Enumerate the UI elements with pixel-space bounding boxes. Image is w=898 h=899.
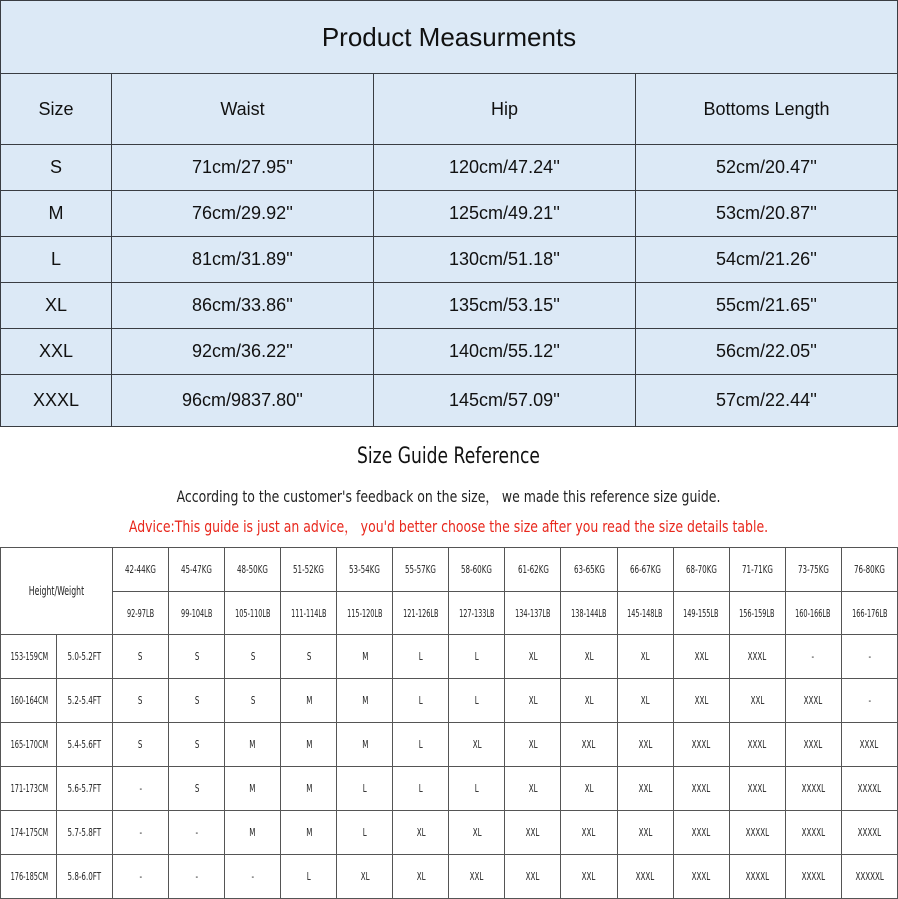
table-row <box>1 283 898 329</box>
size-recommendation-cell: M <box>281 767 337 811</box>
weight-kg-header: 61-62KG <box>505 548 561 592</box>
size-recommendation-cell: XL <box>561 635 617 679</box>
size-recommendation-cell: XL <box>505 767 561 811</box>
hip-cell: 135cm/53.15'' <box>374 283 636 329</box>
table-row <box>1 145 898 191</box>
table-row <box>1 375 898 427</box>
size-recommendation-cell: S <box>281 635 337 679</box>
header-bottoms-length: Bottoms Length <box>636 74 898 145</box>
size-recommendation-cell: - <box>113 767 169 811</box>
height-ft-cell: 5.7-5.8FT <box>57 811 113 855</box>
measurements-title: Product Measurments <box>1 1 898 74</box>
length-cell: 55cm/21.65'' <box>636 283 898 329</box>
size-recommendation-cell: XXL <box>617 767 673 811</box>
size-recommendation-cell: XXL <box>561 855 617 899</box>
height-cm-cell: 160-164CM <box>1 679 57 723</box>
table-row <box>1 767 898 811</box>
size-recommendation-cell: XL <box>617 679 673 723</box>
size-recommendation-cell: M <box>337 679 393 723</box>
size-recommendation-cell: - <box>113 855 169 899</box>
size-recommendation-cell: XL <box>337 855 393 899</box>
size-recommendation-cell: L <box>449 679 505 723</box>
header-waist: Waist <box>112 74 374 145</box>
size-recommendation-cell: XXXXL <box>729 811 785 855</box>
weight-kg-header: 63-65KG <box>561 548 617 592</box>
weight-kg-header: 53-54KG <box>337 548 393 592</box>
size-recommendation-cell: M <box>225 767 281 811</box>
size-recommendation-cell: XXXXL <box>841 767 897 811</box>
weight-kg-row <box>1 548 898 592</box>
size-cell: XXXL <box>1 375 112 427</box>
size-recommendation-cell: S <box>225 635 281 679</box>
size-recommendation-cell: - <box>841 635 897 679</box>
size-recommendation-cell: L <box>449 635 505 679</box>
weight-lb-header: 121-126LB <box>393 592 449 635</box>
weight-kg-header: 73-75KG <box>785 548 841 592</box>
weight-kg-header: 66-67KG <box>617 548 673 592</box>
weight-kg-header: 55-57KG <box>393 548 449 592</box>
size-recommendation-cell: XXXXXL <box>841 855 897 899</box>
size-recommendation-cell: S <box>225 679 281 723</box>
size-guide-table <box>0 547 898 899</box>
weight-kg-header: 68-70KG <box>673 548 729 592</box>
size-recommendation-cell: XXXXL <box>729 855 785 899</box>
size-cell: M <box>1 191 112 237</box>
size-recommendation-cell: XL <box>561 767 617 811</box>
size-recommendation-cell: XL <box>505 679 561 723</box>
weight-lb-header: 160-166LB <box>785 592 841 635</box>
hip-cell: 130cm/51.18'' <box>374 237 636 283</box>
weight-lb-header: 145-148LB <box>617 592 673 635</box>
height-ft-cell: 5.2-5.4FT <box>57 679 113 723</box>
size-recommendation-cell: M <box>281 811 337 855</box>
size-recommendation-cell: S <box>113 679 169 723</box>
size-recommendation-cell: XXXXL <box>785 767 841 811</box>
size-guide-subtitle: According to the customer's feedback on the size， we made this reference size guide. <box>176 487 721 506</box>
header-hip: Hip <box>374 74 636 145</box>
size-recommendation-cell: XXXL <box>617 855 673 899</box>
table-row <box>1 855 898 899</box>
size-cell: L <box>1 237 112 283</box>
size-recommendation-cell: XXXL <box>785 679 841 723</box>
table-row <box>1 723 898 767</box>
size-recommendation-cell: XXL <box>561 723 617 767</box>
size-recommendation-cell: XL <box>449 811 505 855</box>
size-recommendation-cell: L <box>337 811 393 855</box>
size-recommendation-cell: M <box>337 635 393 679</box>
waist-cell: 86cm/33.86'' <box>112 283 374 329</box>
size-recommendation-cell: XL <box>617 635 673 679</box>
table-row <box>1 679 898 723</box>
size-cell: XL <box>1 283 112 329</box>
size-recommendation-cell: XXL <box>673 635 729 679</box>
height-ft-cell: 5.6-5.7FT <box>57 767 113 811</box>
size-guide-header <box>0 428 897 548</box>
size-recommendation-cell: XXXXL <box>785 855 841 899</box>
size-recommendation-cell: XXXL <box>673 811 729 855</box>
weight-lb-header: 156-159LB <box>729 592 785 635</box>
table-row <box>1 635 898 679</box>
height-cm-cell: 174-175CM <box>1 811 57 855</box>
size-recommendation-cell: XXXL <box>785 723 841 767</box>
length-cell: 52cm/20.47'' <box>636 145 898 191</box>
size-recommendation-cell: XXL <box>505 811 561 855</box>
height-ft-cell: 5.4-5.6FT <box>57 723 113 767</box>
weight-lb-header: 127-133LB <box>449 592 505 635</box>
weight-kg-header: 58-60KG <box>449 548 505 592</box>
waist-cell: 92cm/36.22'' <box>112 329 374 375</box>
length-cell: 53cm/20.87'' <box>636 191 898 237</box>
size-recommendation-cell: XL <box>505 723 561 767</box>
size-recommendation-cell: - <box>841 679 897 723</box>
size-recommendation-cell: - <box>785 635 841 679</box>
size-recommendation-cell: XXL <box>561 811 617 855</box>
size-recommendation-cell: L <box>337 767 393 811</box>
waist-cell: 96cm/9837.80'' <box>112 375 374 427</box>
size-recommendation-cell: XXL <box>449 855 505 899</box>
size-recommendation-cell: XXL <box>617 811 673 855</box>
weight-lb-header: 134-137LB <box>505 592 561 635</box>
size-recommendation-cell: - <box>169 855 225 899</box>
size-recommendation-cell: XL <box>393 855 449 899</box>
table-row <box>1 329 898 375</box>
waist-cell: 81cm/31.89'' <box>112 237 374 283</box>
size-recommendation-cell: S <box>169 723 225 767</box>
height-cm-cell: 176-185CM <box>1 855 57 899</box>
height-cm-cell: 171-173CM <box>1 767 57 811</box>
hip-cell: 140cm/55.12'' <box>374 329 636 375</box>
size-recommendation-cell: XXXL <box>729 723 785 767</box>
size-recommendation-cell: XXXXL <box>841 811 897 855</box>
size-recommendation-cell: XXXL <box>729 767 785 811</box>
size-cell: S <box>1 145 112 191</box>
length-cell: 57cm/22.44'' <box>636 375 898 427</box>
length-cell: 54cm/21.26'' <box>636 237 898 283</box>
size-recommendation-cell: XXL <box>617 723 673 767</box>
size-recommendation-cell: M <box>281 723 337 767</box>
size-recommendation-cell: S <box>113 723 169 767</box>
size-recommendation-cell: XL <box>449 723 505 767</box>
weight-lb-header: 149-155LB <box>673 592 729 635</box>
weight-lb-header: 92-97LB <box>113 592 169 635</box>
measurements-header-row <box>1 74 898 145</box>
weight-lb-header: 111-114LB <box>281 592 337 635</box>
hip-cell: 125cm/49.21'' <box>374 191 636 237</box>
size-recommendation-cell: M <box>281 679 337 723</box>
size-recommendation-cell: L <box>449 767 505 811</box>
size-recommendation-cell: L <box>393 723 449 767</box>
height-cm-cell: 165-170CM <box>1 723 57 767</box>
weight-lb-row <box>1 592 898 635</box>
size-guide-title: Size Guide Reference <box>357 444 540 469</box>
size-recommendation-cell: M <box>337 723 393 767</box>
weight-kg-header: 48-50KG <box>225 548 281 592</box>
size-recommendation-cell: L <box>281 855 337 899</box>
height-ft-cell: 5.0-5.2FT <box>57 635 113 679</box>
size-recommendation-cell: XXXL <box>673 723 729 767</box>
waist-cell: 76cm/29.92'' <box>112 191 374 237</box>
table-row <box>1 811 898 855</box>
size-recommendation-cell: XXXL <box>729 635 785 679</box>
size-recommendation-cell: XL <box>393 811 449 855</box>
weight-lb-header: 99-104LB <box>169 592 225 635</box>
height-ft-cell: 5.8-6.0FT <box>57 855 113 899</box>
table-row <box>1 237 898 283</box>
size-recommendation-cell: XXL <box>673 679 729 723</box>
size-recommendation-cell: S <box>169 679 225 723</box>
size-recommendation-cell: XXL <box>505 855 561 899</box>
product-measurements-table <box>0 0 898 427</box>
size-recommendation-cell: XXXXL <box>785 811 841 855</box>
hip-cell: 120cm/47.24'' <box>374 145 636 191</box>
size-recommendation-cell: S <box>113 635 169 679</box>
weight-kg-header: 71-71KG <box>729 548 785 592</box>
size-recommendation-cell: L <box>393 679 449 723</box>
size-recommendation-cell: XL <box>505 635 561 679</box>
size-recommendation-cell: - <box>169 811 225 855</box>
size-recommendation-cell: XL <box>561 679 617 723</box>
hip-cell: 145cm/57.09'' <box>374 375 636 427</box>
size-recommendation-cell: S <box>169 635 225 679</box>
size-recommendation-cell: M <box>225 723 281 767</box>
height-cm-cell: 153-159CM <box>1 635 57 679</box>
weight-kg-header: 76-80KG <box>841 548 897 592</box>
weight-kg-header: 45-47KG <box>169 548 225 592</box>
size-cell: XXL <box>1 329 112 375</box>
size-recommendation-cell: XXXL <box>673 767 729 811</box>
size-recommendation-cell: - <box>113 811 169 855</box>
size-recommendation-cell: S <box>169 767 225 811</box>
size-recommendation-cell: XXL <box>729 679 785 723</box>
size-recommendation-cell: - <box>225 855 281 899</box>
header-size: Size <box>1 74 112 145</box>
weight-kg-header: 42-44KG <box>113 548 169 592</box>
size-guide-advice: Advice:This guide is just an advice， you'd better choose the size after you read the size details table. <box>128 517 769 536</box>
size-recommendation-cell: XXXL <box>841 723 897 767</box>
weight-kg-header: 51-52KG <box>281 548 337 592</box>
height-weight-label: Height/Weight <box>1 548 113 635</box>
length-cell: 56cm/22.05'' <box>636 329 898 375</box>
waist-cell: 71cm/27.95'' <box>112 145 374 191</box>
table-row <box>1 191 898 237</box>
size-recommendation-cell: L <box>393 767 449 811</box>
weight-lb-header: 138-144LB <box>561 592 617 635</box>
weight-lb-header: 166-176LB <box>841 592 897 635</box>
weight-lb-header: 105-110LB <box>225 592 281 635</box>
size-recommendation-cell: XXXL <box>673 855 729 899</box>
weight-lb-header: 115-120LB <box>337 592 393 635</box>
size-recommendation-cell: L <box>393 635 449 679</box>
size-recommendation-cell: M <box>225 811 281 855</box>
